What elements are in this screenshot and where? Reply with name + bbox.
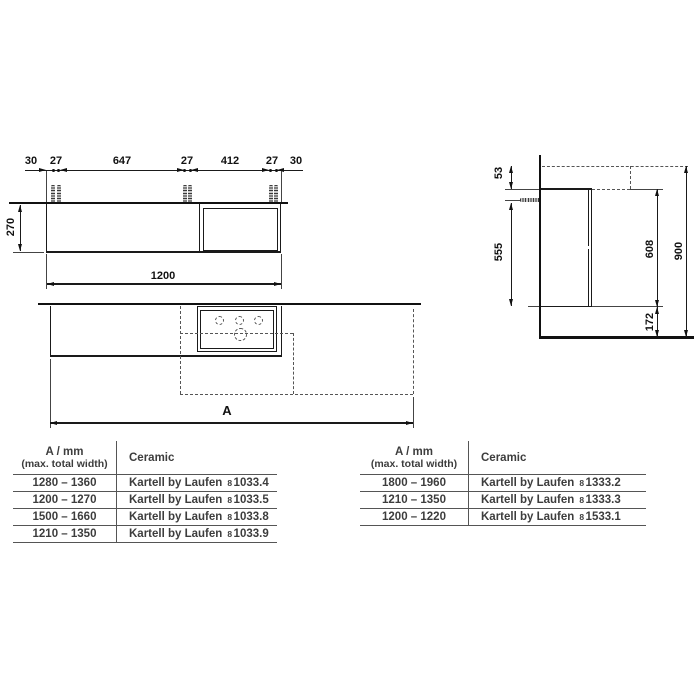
cabinet-outline	[541, 188, 592, 189]
tap-hole-marker	[215, 316, 224, 325]
dim-label: 30	[289, 155, 303, 167]
brand-text: Kartell by Laufen	[129, 511, 223, 524]
door-edge-line	[199, 204, 200, 251]
table-row	[13, 525, 277, 542]
table-row	[13, 491, 277, 508]
table-divider	[116, 441, 117, 542]
dim-label: 172	[644, 312, 656, 332]
arrow-icon	[655, 189, 659, 196]
extension-line	[281, 254, 282, 289]
arrow-icon	[47, 282, 54, 286]
mounting-screw-icon	[183, 185, 187, 202]
door-handle-gap	[587, 246, 590, 249]
extension-line-dashed	[592, 189, 630, 190]
table-row	[13, 508, 277, 525]
arrow-icon	[262, 168, 269, 172]
brand-text: Kartell by Laufen	[129, 528, 223, 541]
table-row	[360, 508, 646, 525]
width-range-cell: 1210 – 1350	[32, 528, 97, 541]
ceramic-outline-dashed	[293, 333, 294, 394]
ceramic-outline-dashed	[630, 166, 631, 189]
dim-label: 412	[220, 155, 240, 167]
table-row	[360, 474, 646, 491]
dim-point	[269, 169, 272, 172]
header-line1: A / mm	[395, 445, 433, 458]
ceramic-outline-dashed	[413, 309, 414, 394]
dim-label-total-width: A	[222, 403, 232, 418]
ceramic-cell	[468, 494, 646, 506]
ceramic-cell	[116, 528, 277, 540]
column-header-width	[13, 441, 116, 474]
brand-text: Kartell by Laufen	[481, 477, 575, 490]
tap-hole-marker	[235, 316, 244, 325]
table-divider	[468, 441, 469, 525]
width-range-cell: 1280 – 1360	[32, 477, 97, 490]
header-line2: (max. total width)	[21, 457, 108, 470]
ceramic-cell	[468, 477, 646, 489]
dimension-line	[686, 166, 687, 337]
article-number: 1033.5	[233, 494, 269, 507]
dim-label: 1200	[150, 270, 176, 282]
ceramic-options-table-left	[13, 441, 277, 543]
cabinet-outline	[50, 355, 283, 356]
column-header-width	[360, 441, 468, 474]
width-range-cell: 1210 – 1350	[382, 494, 446, 507]
dimension-line	[47, 283, 281, 284]
dim-label: 27	[180, 155, 194, 167]
arrow-icon	[655, 307, 659, 314]
arrow-icon	[406, 421, 413, 425]
cabinet-outline	[50, 306, 51, 357]
mounting-screw-icon	[520, 198, 539, 203]
dim-label: 27	[49, 155, 63, 167]
article-prefix: 8	[227, 529, 233, 540]
width-range-cell: 1500 – 1660	[32, 511, 97, 524]
dim-label: 27	[265, 155, 279, 167]
dimension-line	[657, 189, 658, 307]
door-panel	[203, 208, 278, 252]
tap-hole-marker	[254, 316, 263, 325]
brand-text: Kartell by Laufen	[481, 494, 575, 507]
article-number: 1033.8	[233, 511, 269, 524]
drain-hole-marker	[234, 328, 247, 341]
extension-line	[528, 306, 539, 307]
extension-line	[46, 171, 47, 203]
extension-line	[505, 200, 520, 201]
ceramic-cell	[468, 511, 646, 523]
dim-label: 30	[24, 155, 38, 167]
arrow-icon	[684, 166, 688, 173]
dim-label: 53	[493, 166, 505, 180]
article-prefix: 8	[579, 495, 585, 506]
article-number: 1333.2	[585, 477, 621, 490]
article-prefix: 8	[227, 478, 233, 489]
ceramic-cell	[116, 494, 277, 506]
arrow-icon	[684, 330, 688, 337]
article-number: 1033.4	[233, 477, 269, 490]
dimension-line	[511, 203, 512, 306]
article-prefix: 8	[227, 512, 233, 523]
arrow-icon	[39, 168, 46, 172]
cabinet-outline	[280, 204, 281, 252]
arrow-icon	[18, 205, 22, 212]
ceramic-top-dashed	[542, 166, 688, 167]
arrow-icon	[655, 330, 659, 337]
arrow-icon	[191, 168, 198, 172]
dim-point	[183, 169, 186, 172]
mounting-screw-icon	[57, 185, 61, 202]
ceramic-cell	[116, 477, 277, 489]
extension-line	[281, 171, 282, 203]
brand-text: Kartell by Laufen	[129, 494, 223, 507]
mounting-screw-icon	[274, 185, 278, 202]
table-header	[360, 441, 646, 474]
mounting-screw-icon	[188, 185, 192, 202]
dimension-line	[50, 422, 413, 423]
door-front-line	[591, 189, 593, 307]
arrow-icon	[509, 166, 513, 173]
cabinet-outline	[46, 251, 281, 252]
brand-text: Kartell by Laufen	[129, 477, 223, 490]
header-line2: (max. total width)	[370, 457, 458, 470]
arrow-icon	[509, 182, 513, 189]
table-row	[360, 491, 646, 508]
dim-label: 555	[493, 242, 505, 262]
header-line1: A / mm	[45, 445, 84, 458]
floor-line	[539, 336, 694, 339]
mounting-screw-icon	[269, 185, 273, 202]
article-prefix: 8	[579, 512, 585, 523]
cabinet-outline	[541, 306, 592, 307]
article-number: 1033.9	[233, 528, 269, 541]
ceramic-options-table-right	[360, 441, 646, 526]
cabinet-outline	[46, 204, 47, 252]
extension-line	[13, 252, 44, 253]
width-range-cell: 1200 – 1220	[382, 511, 446, 524]
article-prefix: 8	[579, 478, 585, 489]
dim-label: 647	[112, 155, 132, 167]
extension-line	[50, 359, 51, 428]
wall-line	[539, 155, 542, 338]
dim-label: 270	[5, 217, 17, 237]
width-range-cell: 1200 – 1270	[32, 494, 97, 507]
arrow-icon	[50, 421, 57, 425]
mounting-screw-icon	[51, 185, 55, 202]
countertop-line	[9, 202, 288, 205]
ceramic-cell	[116, 511, 277, 523]
article-number: 1533.1	[585, 511, 621, 524]
brand-text: Kartell by Laufen	[481, 511, 575, 524]
arrow-icon	[274, 282, 281, 286]
column-header-ceramic: Ceramic	[129, 451, 175, 464]
arrow-icon	[60, 168, 67, 172]
dim-point	[52, 169, 55, 172]
article-number: 1333.3	[585, 494, 621, 507]
ceramic-outline-dashed	[180, 306, 181, 394]
column-header-ceramic: Ceramic	[481, 451, 527, 464]
article-prefix: 8	[227, 495, 233, 506]
dim-label: 900	[673, 241, 685, 261]
arrow-icon	[18, 244, 22, 251]
arrow-icon	[509, 203, 513, 210]
ceramic-outline-dashed	[180, 394, 413, 395]
arrow-icon	[509, 299, 513, 306]
table-header	[13, 441, 277, 474]
width-range-cell: 1800 – 1960	[382, 477, 446, 490]
dim-label: 608	[644, 239, 656, 259]
table-row	[13, 474, 277, 491]
cabinet-outline	[281, 306, 282, 357]
